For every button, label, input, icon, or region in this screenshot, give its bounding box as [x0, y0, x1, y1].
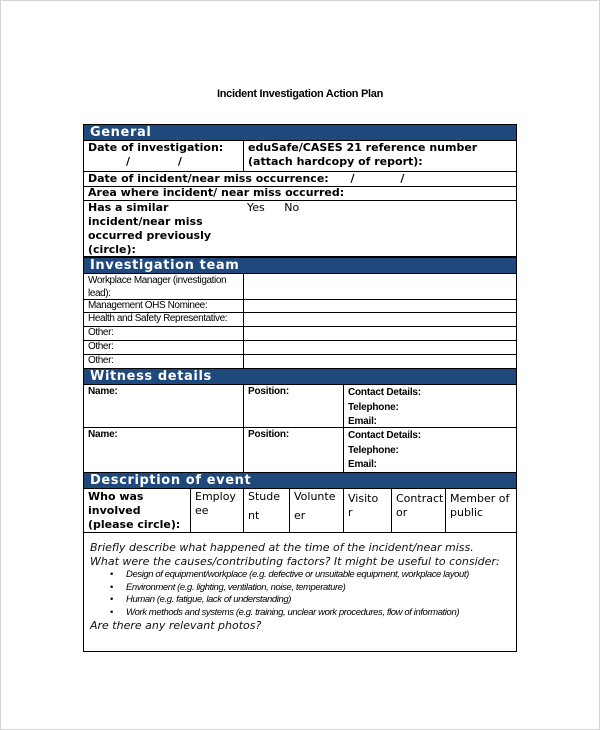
reference-number-label: eduSafe/CASES 21 reference number (attach hardcopy of report): [248, 141, 478, 168]
option-text: public [450, 506, 484, 519]
team-member-input[interactable] [243, 327, 516, 340]
bullet-icon: • [110, 606, 113, 618]
similar-incident-label: Has a similar incident/near miss occurred previously (circle): [88, 201, 212, 256]
date-slash: / [126, 155, 131, 168]
list-item [110, 581, 510, 595]
option-text: er [294, 509, 306, 522]
witness-position-cell[interactable] [243, 428, 343, 472]
witness-name-cell[interactable] [84, 385, 243, 427]
section-header-investigation-team: Investigation team [84, 257, 516, 274]
list-item [110, 594, 510, 607]
team-row [84, 327, 516, 341]
team-row [84, 341, 516, 355]
description-prompt-3: Are there any relevant photos? [90, 619, 262, 632]
occurrence-slash: / [350, 172, 355, 185]
option-text: Stude [248, 490, 281, 503]
option-text: Contract [396, 492, 444, 505]
option-member-of-public[interactable] [445, 489, 516, 532]
description-row [84, 533, 516, 651]
witness-telephone-label: Telephone: [348, 444, 399, 456]
team-role-label: Health and Safety Representative: [88, 313, 228, 324]
team-role-label: Other: [88, 327, 114, 338]
reference-number-cell[interactable] [243, 141, 516, 171]
description-prompt-2: What were the causes/contributing factors? It might be useful to consider: [90, 555, 500, 568]
general-row-occurrence[interactable] [84, 172, 516, 187]
date-slash: / [177, 155, 182, 168]
occurrence-label: Date of incident/near miss occurrence: [88, 172, 329, 185]
team-member-input[interactable] [243, 355, 516, 368]
team-member-input[interactable] [243, 300, 516, 312]
bullet-icon: • [110, 581, 113, 593]
who-involved-label: Who was involved (please circle): [88, 490, 181, 531]
team-member-input[interactable] [243, 313, 516, 326]
bullet-icon: • [110, 594, 113, 605]
team-role-label: Workplace Manager (investigation lead): [88, 275, 227, 299]
yes-no-cell [243, 201, 516, 256]
option-text: Volunte [294, 490, 336, 503]
witness-telephone-label: Telephone: [348, 401, 399, 413]
witness-position-label: Position: [248, 429, 289, 440]
witness-name-cell[interactable] [84, 428, 243, 472]
option-student[interactable] [243, 489, 289, 532]
team-row [84, 355, 516, 369]
option-text: ee [195, 504, 209, 517]
witness-row [84, 385, 516, 428]
team-role-label: Other: [88, 341, 114, 352]
yes-option[interactable]: Yes [247, 201, 265, 214]
area-label: Area where incident/ near miss occurred: [88, 187, 345, 199]
description-text-area[interactable] [84, 533, 516, 651]
option-employee[interactable] [190, 489, 243, 532]
witness-position-label: Position: [248, 386, 289, 397]
team-row [84, 300, 516, 313]
witness-contact-cell[interactable] [343, 428, 516, 472]
section-header-description-of-event: Description of event [84, 473, 516, 489]
option-text: Visito [348, 492, 379, 505]
list-item-text: Work methods and systems (e.g. training, unclear work procedures, flow of information) [126, 606, 460, 618]
option-text: Member of [450, 492, 510, 505]
witness-email-label: Email: [348, 459, 377, 470]
witness-position-cell[interactable] [243, 385, 343, 427]
witness-name-label: Name: [88, 429, 118, 440]
description-prompt-1: Briefly describe what happened at the time of the incident/near miss. [90, 541, 474, 554]
list-item [110, 606, 510, 620]
option-text: nt [248, 509, 260, 522]
no-option[interactable]: No [284, 201, 300, 214]
team-row [84, 274, 516, 300]
team-row [84, 313, 516, 327]
general-row-area[interactable] [84, 187, 516, 201]
general-row-similar [84, 201, 516, 257]
witness-name-label: Name: [88, 386, 118, 397]
team-member-input[interactable] [243, 341, 516, 354]
incident-form [83, 124, 517, 652]
general-row-dates [84, 141, 516, 172]
bullet-icon: • [110, 569, 113, 580]
option-text: Employ [195, 490, 236, 503]
date-of-investigation-slashes [88, 155, 239, 169]
occurrence-slash: / [400, 172, 405, 185]
list-item-text: Human (e.g. fatigue, lack of understanding) [126, 594, 291, 605]
team-role-label: Management OHS Nominee: [88, 300, 208, 311]
option-text: r [348, 506, 353, 519]
witness-contact-label: Contact Details: [348, 387, 421, 398]
option-visitor[interactable] [343, 489, 391, 532]
option-text: or [396, 506, 408, 519]
witness-contact-cell[interactable] [343, 385, 516, 427]
option-volunteer[interactable] [289, 489, 343, 532]
date-of-investigation-cell[interactable] [84, 141, 243, 171]
document-title: Incident Investigation Action Plan [216, 88, 384, 100]
section-header-general: General [84, 125, 516, 141]
who-involved-row [84, 489, 516, 533]
list-item-text: Environment (e.g. lighting, ventilation, noise, temperature) [126, 581, 346, 593]
occurrence-cell [84, 172, 516, 186]
date-of-investigation-label: Date of investigation: [88, 141, 224, 154]
witness-email-label: Email: [348, 416, 377, 427]
list-item [110, 569, 510, 582]
team-member-input[interactable] [243, 274, 516, 299]
list-item-text: Design of equipment/workplace (e.g. defective or unsuitable equipment, workplace layout) [126, 569, 469, 580]
witness-row [84, 428, 516, 473]
option-contractor[interactable] [391, 489, 445, 532]
team-role-label: Other: [88, 355, 114, 366]
section-header-witness-details: Witness details [84, 369, 516, 385]
witness-contact-label: Contact Details: [348, 430, 421, 441]
contributing-factors-list [90, 569, 510, 619]
